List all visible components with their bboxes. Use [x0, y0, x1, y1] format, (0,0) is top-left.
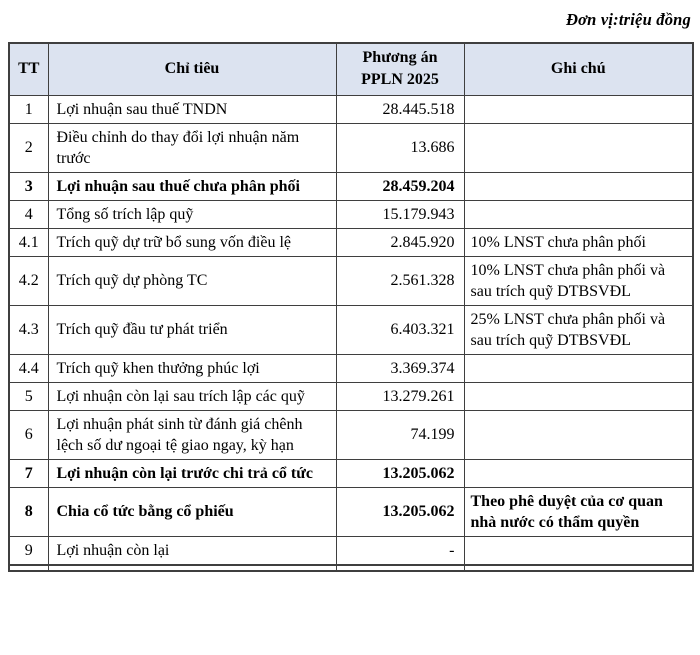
- table-row: [9, 228, 693, 256]
- row-label-cell: Chia cổ tức bằng cổ phiếu: [48, 487, 336, 536]
- table-row-partial: [9, 565, 693, 571]
- col-header-tt: TT: [9, 43, 48, 95]
- row-value-cell: 74.199: [336, 410, 464, 459]
- row-value-cell: 13.205.062: [336, 459, 464, 487]
- row-note-cell: [464, 200, 693, 228]
- row-number-cell: 4: [9, 200, 48, 228]
- row-note-cell: Theo phê duyệt của cơ quan nhà nước có thẩm quyền: [464, 487, 693, 536]
- table-row: [9, 487, 693, 536]
- row-number-cell: 4.3: [9, 305, 48, 354]
- partial-cell: [48, 565, 336, 571]
- row-value-cell: 3.369.374: [336, 354, 464, 382]
- row-label-cell: Trích quỹ khen thưởng phúc lợi: [48, 354, 336, 382]
- row-note-cell: 25% LNST chưa phân phối và sau trích quỹ DTBSVĐL: [464, 305, 693, 354]
- col-header-phuong-an-line1: Phương án: [362, 49, 438, 67]
- row-number-cell: 8: [9, 487, 48, 536]
- row-value-cell: 28.459.204: [336, 172, 464, 200]
- row-note-cell: [464, 123, 693, 172]
- row-label-cell: Trích quỹ đầu tư phát triển: [48, 305, 336, 354]
- row-number-cell: 5: [9, 382, 48, 410]
- row-value-cell: 13.686: [336, 123, 464, 172]
- table-row: [9, 305, 693, 354]
- table-row: [9, 256, 693, 305]
- row-note-cell: [464, 95, 693, 123]
- row-label-cell: Lợi nhuận còn lại trước chi trả cổ tức: [48, 459, 336, 487]
- row-number-cell: 9: [9, 536, 48, 565]
- row-note-cell: 10% LNST chưa phân phối: [464, 228, 693, 256]
- row-note-cell: [464, 459, 693, 487]
- table-row: [9, 354, 693, 382]
- row-label-cell: Trích quỹ dự trữ bổ sung vốn điều lệ: [48, 228, 336, 256]
- table-row: [9, 95, 693, 123]
- row-label-cell: Điều chỉnh do thay đổi lợi nhuận năm trước: [48, 123, 336, 172]
- unit-label: Đơn vị:triệu đồng: [565, 10, 691, 29]
- row-label-cell: Lợi nhuận phát sinh từ đánh giá chênh lệch số dư ngoại tệ giao ngay, kỳ hạn: [48, 410, 336, 459]
- row-note-cell: [464, 172, 693, 200]
- row-value-cell: -: [336, 536, 464, 565]
- row-label-cell: Lợi nhuận còn lại: [48, 536, 336, 565]
- row-number-cell: 3: [9, 172, 48, 200]
- row-note-cell: [464, 536, 693, 565]
- row-label-cell: Tổng số trích lập quỹ: [48, 200, 336, 228]
- table-row: [9, 410, 693, 459]
- row-number-cell: 2: [9, 123, 48, 172]
- table-row: [9, 536, 693, 565]
- row-label-cell: Lợi nhuận sau thuế TNDN: [48, 95, 336, 123]
- row-note-cell: [464, 410, 693, 459]
- row-number-cell: 4.4: [9, 354, 48, 382]
- col-header-chi-tieu: Chỉ tiêu: [48, 43, 336, 95]
- row-number-cell: 4.1: [9, 228, 48, 256]
- row-value-cell: 6.403.321: [336, 305, 464, 354]
- col-header-ghi-chu: Ghi chú: [464, 43, 693, 95]
- row-value-cell: 2.845.920: [336, 228, 464, 256]
- row-value-cell: 28.445.518: [336, 95, 464, 123]
- row-number-cell: 4.2: [9, 256, 48, 305]
- table-row: [9, 172, 693, 200]
- partial-cell: [464, 565, 693, 571]
- row-label-cell: Lợi nhuận còn lại sau trích lập các quỹ: [48, 382, 336, 410]
- row-value-cell: 13.205.062: [336, 487, 464, 536]
- table-header-row: [9, 43, 693, 95]
- row-note-cell: 10% LNST chưa phân phối và sau trích quỹ DTBSVĐL: [464, 256, 693, 305]
- table-row: [9, 200, 693, 228]
- col-header-phuong-an-line2: PPLN 2025: [361, 71, 439, 89]
- row-note-cell: [464, 382, 693, 410]
- table-row: [9, 123, 693, 172]
- table-row: [9, 459, 693, 487]
- partial-cell: [9, 565, 48, 571]
- row-note-cell: [464, 354, 693, 382]
- row-label-cell: Lợi nhuận sau thuế chưa phân phối: [48, 172, 336, 200]
- row-value-cell: 13.279.261: [336, 382, 464, 410]
- profit-distribution-table: [8, 42, 694, 572]
- row-number-cell: 7: [9, 459, 48, 487]
- row-value-cell: 2.561.328: [336, 256, 464, 305]
- row-number-cell: 1: [9, 95, 48, 123]
- col-header-phuong-an: [336, 43, 464, 95]
- table-row: [9, 382, 693, 410]
- row-number-cell: 6: [9, 410, 48, 459]
- partial-cell: [336, 565, 464, 571]
- row-value-cell: 15.179.943: [336, 200, 464, 228]
- row-label-cell: Trích quỹ dự phòng TC: [48, 256, 336, 305]
